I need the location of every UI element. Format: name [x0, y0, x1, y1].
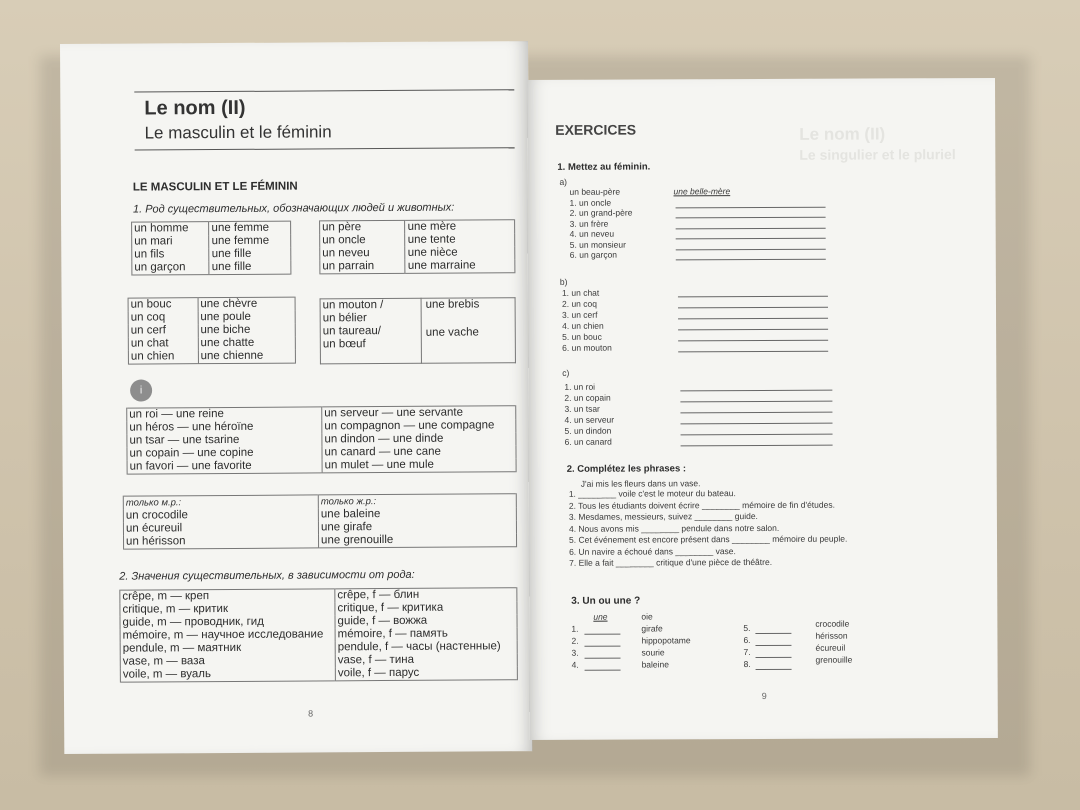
cell: une fille	[209, 248, 291, 261]
ex1-b-item: 2. un coq	[561, 298, 597, 309]
cell: un copain — une copine	[127, 446, 322, 460]
ex3-word: sourie	[641, 647, 665, 658]
cell: un coq	[128, 311, 198, 324]
cell: un bélier	[322, 312, 367, 325]
answer-line[interactable]	[681, 445, 833, 447]
cell: только ж.р.:	[318, 494, 516, 509]
table-animals-1	[128, 297, 296, 365]
ex3-word: girafe	[641, 623, 663, 634]
title-bottom-rule	[135, 147, 515, 150]
cell: une marraine	[405, 259, 515, 273]
ex1-a-example-answer: une belle-mère	[673, 186, 731, 197]
table-row	[132, 261, 291, 275]
ex1-a-item: 1. un oncle	[569, 197, 612, 208]
table-row	[120, 666, 517, 682]
answer-line[interactable]	[678, 318, 828, 320]
ex2-sentence: 1. ________ voile c'est le moteur du bateau.	[568, 488, 736, 499]
ex3-word: écureuil	[815, 642, 846, 653]
ex3-title: 3. Un ou une ?	[571, 595, 641, 607]
answer-line[interactable]	[676, 227, 826, 229]
answer-line[interactable]	[676, 238, 826, 240]
page-title: Le nom (II)	[144, 96, 246, 120]
cell: un chat	[128, 337, 198, 350]
ex1-b-item: 5. un bouc	[562, 331, 602, 342]
cell: un taureau/	[322, 325, 381, 338]
cell: une poule	[198, 311, 295, 325]
answer-line[interactable]	[676, 217, 826, 219]
table-row	[124, 533, 517, 549]
ex2-sentence: 7. Elle a fait ________ critique d'une pièce de théâtre.	[569, 556, 773, 568]
table-row	[320, 220, 515, 235]
cell: une girafe	[318, 520, 516, 534]
cell: un crocodile	[123, 508, 318, 522]
exercises-heading: EXERCICES	[555, 121, 637, 138]
cell: un mouton /	[322, 299, 384, 312]
answer-line[interactable]	[678, 340, 828, 342]
ex3-number: 3.	[571, 647, 579, 658]
answer-line[interactable]	[681, 434, 833, 436]
table-row	[132, 221, 291, 235]
info-icon: i	[130, 379, 152, 401]
ex1-c-item: 6. un canard	[564, 436, 612, 447]
answer-blank[interactable]	[755, 633, 791, 634]
ex1-a-example-word: un beau-père	[569, 186, 621, 197]
ex1-c-item: 1. un roi	[564, 381, 596, 392]
cell: voile, f — парус	[335, 666, 517, 681]
ex1-a-item: 6. un garçon	[569, 249, 618, 260]
ex1-b-label: b)	[559, 276, 568, 287]
answer-line[interactable]	[680, 423, 832, 425]
table-row	[132, 248, 291, 262]
table-row	[120, 640, 517, 655]
answer-line[interactable]	[680, 390, 832, 392]
page-number-left: 8	[308, 708, 314, 719]
cell: un bœuf	[322, 338, 366, 351]
table-people-1	[131, 221, 291, 276]
table-row	[128, 297, 295, 312]
ex3-number: 2.	[571, 635, 579, 646]
cell: une brebis	[425, 298, 480, 311]
cell: vase, f — тина	[335, 653, 517, 667]
cell: critique, m — критик	[120, 602, 335, 616]
ex1-b-item: 6. un mouton	[562, 342, 612, 353]
table-row	[128, 311, 295, 325]
cell: une biche	[198, 324, 295, 338]
table-row	[320, 298, 515, 364]
title-top-rule	[134, 89, 514, 92]
ex2-title: 2. Complétez les phrases :	[566, 463, 687, 475]
cell: une chatte	[198, 337, 295, 351]
table-row	[320, 233, 515, 247]
answer-blank[interactable]	[585, 658, 621, 659]
table-people-2	[319, 219, 515, 274]
ex1-b-item: 3. un cerf	[562, 309, 598, 320]
answer-blank[interactable]	[584, 634, 620, 635]
cell: un roi — une reine	[127, 407, 322, 422]
cell: un serveur — une servante	[322, 406, 516, 421]
answer-line[interactable]	[680, 401, 832, 403]
table-row	[320, 259, 515, 274]
ex1-c-item: 5. un dindon	[564, 425, 612, 436]
cell: un fils	[132, 248, 209, 261]
cell: pendule, f — часы (настенные)	[335, 640, 517, 654]
cell: une nièce	[405, 246, 515, 260]
cell: une tente	[405, 233, 515, 247]
ex3-number: 4.	[571, 659, 579, 670]
cell: une chienne	[198, 350, 295, 364]
answer-line[interactable]	[676, 206, 826, 208]
ex3-number: 7.	[743, 647, 751, 658]
cell: un héros — une héroïne	[127, 420, 322, 434]
cell: critique, f — критика	[335, 601, 517, 615]
table-single-gender	[123, 493, 517, 549]
cell: un compagnon — une compagne	[322, 419, 516, 433]
ex2-sentence: 5. Cet événement est encore présent dans ________ mémoire du peuple.	[568, 533, 848, 545]
cell: une femme	[209, 221, 291, 235]
cell: une mère	[405, 220, 515, 234]
answer-blank[interactable]	[584, 646, 620, 647]
cell: pendule, m — маятник	[120, 641, 335, 655]
answer-line[interactable]	[678, 351, 828, 353]
cell: une fille	[209, 261, 291, 275]
task2-heading: 2. Значения существительных, в зависимости от рода:	[119, 568, 415, 583]
ex1-c-item: 4. un serveur	[564, 414, 615, 425]
cell: un dindon — une dinde	[322, 432, 516, 446]
ex3-example-answer: une	[593, 611, 608, 622]
table-suffixes	[126, 405, 516, 474]
right-page	[527, 78, 998, 740]
table-row	[127, 458, 516, 474]
cell: crêpe, m — креп	[120, 589, 335, 604]
ex3-word: grenouille	[815, 654, 853, 665]
ex3-number: 5.	[743, 623, 751, 634]
answer-line[interactable]	[680, 412, 832, 414]
ex1-a-label: a)	[559, 176, 568, 187]
cell: une grenouille	[319, 533, 517, 548]
cell: un parrain	[320, 260, 406, 274]
cell: une chèvre	[198, 297, 295, 311]
cell: un oncle	[320, 234, 406, 248]
cell: guide, m — проводник, гид	[120, 615, 335, 629]
ex1-b-item: 1. un chat	[561, 287, 600, 298]
answer-blank[interactable]	[756, 657, 792, 658]
cell: voile, m — вуаль	[120, 667, 335, 682]
page-number-right: 9	[761, 690, 767, 701]
ex1-a-item: 3. un frère	[569, 218, 609, 229]
answer-line[interactable]	[678, 296, 828, 298]
ex2-sentence: 3. Mesdames, messieurs, suivez ________ guide.	[568, 510, 758, 522]
cell: un tsar — une tsarine	[127, 433, 322, 447]
cell: un canard — une cane	[322, 445, 516, 459]
ex3-example-word: oie	[641, 611, 653, 622]
answer-blank[interactable]	[755, 645, 791, 646]
cell: un hérisson	[124, 534, 319, 549]
answer-blank[interactable]	[756, 669, 792, 670]
ex3-word: crocodile	[815, 618, 850, 629]
table-row	[132, 235, 291, 249]
ex1-a-item: 4. un neveu	[569, 228, 615, 239]
ex3-word: hérisson	[815, 630, 848, 641]
answer-line[interactable]	[676, 259, 826, 261]
cell: un écureuil	[123, 521, 318, 535]
ex2-sentence: 2. Tous les étudiants doivent écrire ________ mémoire de fin d'études.	[568, 499, 835, 511]
table-row	[320, 246, 515, 260]
ex1-b-item: 4. un chien	[562, 320, 604, 331]
cell: guide, f — вожжа	[335, 614, 517, 628]
ex3-number: 6.	[743, 635, 751, 646]
table-row	[128, 324, 295, 338]
task1-heading: 1. Род существительных, обозначающих людей и животных:	[132, 201, 455, 216]
ghost-title: Le nom (II)	[799, 124, 886, 144]
cell: mémoire, f — память	[335, 627, 517, 641]
cell: un neveu	[320, 247, 406, 261]
ex2-sentence: 6. Un navire a échoué dans ________ vase.	[569, 545, 736, 557]
answer-blank[interactable]	[585, 670, 621, 671]
left-page	[60, 41, 532, 754]
cell: un mulet — une mule	[322, 458, 516, 473]
cell: un bouc	[128, 298, 198, 312]
cell: un cerf	[128, 324, 198, 337]
answer-line[interactable]	[678, 329, 828, 331]
ex1-c-item: 2. un copain	[564, 392, 611, 403]
cell: только м.р.:	[123, 495, 318, 510]
table-row	[128, 350, 295, 365]
cell: une femme	[209, 235, 291, 248]
table-animals-2	[320, 297, 516, 364]
answer-line[interactable]	[676, 248, 826, 250]
ex1-a-item: 5. un monsieur	[569, 239, 626, 250]
cell: un garçon	[132, 261, 209, 275]
table-meanings	[119, 587, 518, 682]
ghost-subtitle: Le singulier et le pluriel	[799, 146, 956, 163]
cell: un père	[320, 220, 406, 234]
ex3-word: baleine	[641, 659, 669, 670]
ex1-c-label: c)	[562, 367, 570, 378]
ex2-example: J'ai mis les fleurs dans un vase.	[580, 478, 701, 489]
cell: vase, m — ваза	[120, 654, 335, 668]
answer-line[interactable]	[678, 307, 828, 309]
ex3-number: 1.	[571, 623, 579, 634]
section-heading: LE MASCULIN ET LE FÉMININ	[132, 180, 298, 194]
cell: crêpe, f — блин	[335, 588, 517, 603]
ex3-number: 8.	[743, 659, 751, 670]
ex2-sentence: 4. Nous avons mis ________ pendule dans notre salon.	[568, 522, 780, 534]
table-row	[127, 419, 516, 434]
page-subtitle: Le masculin et le féminin	[144, 122, 332, 143]
ex1-a-item: 2. un grand-père	[569, 207, 633, 218]
cell: une baleine	[318, 507, 516, 521]
ex1-c-item: 3. un tsar	[564, 403, 600, 414]
ex3-word: hippopotame	[641, 635, 691, 646]
cell: un mari	[132, 235, 209, 248]
table-row	[128, 337, 295, 351]
ex1-title: 1. Mettez au féminin.	[557, 161, 651, 173]
cell: une vache	[425, 326, 479, 339]
cell: un favori — une favorite	[127, 459, 322, 474]
cell: un chien	[128, 350, 198, 364]
cell: mémoire, m — научное исследование	[120, 628, 335, 642]
cell: un homme	[132, 222, 209, 236]
